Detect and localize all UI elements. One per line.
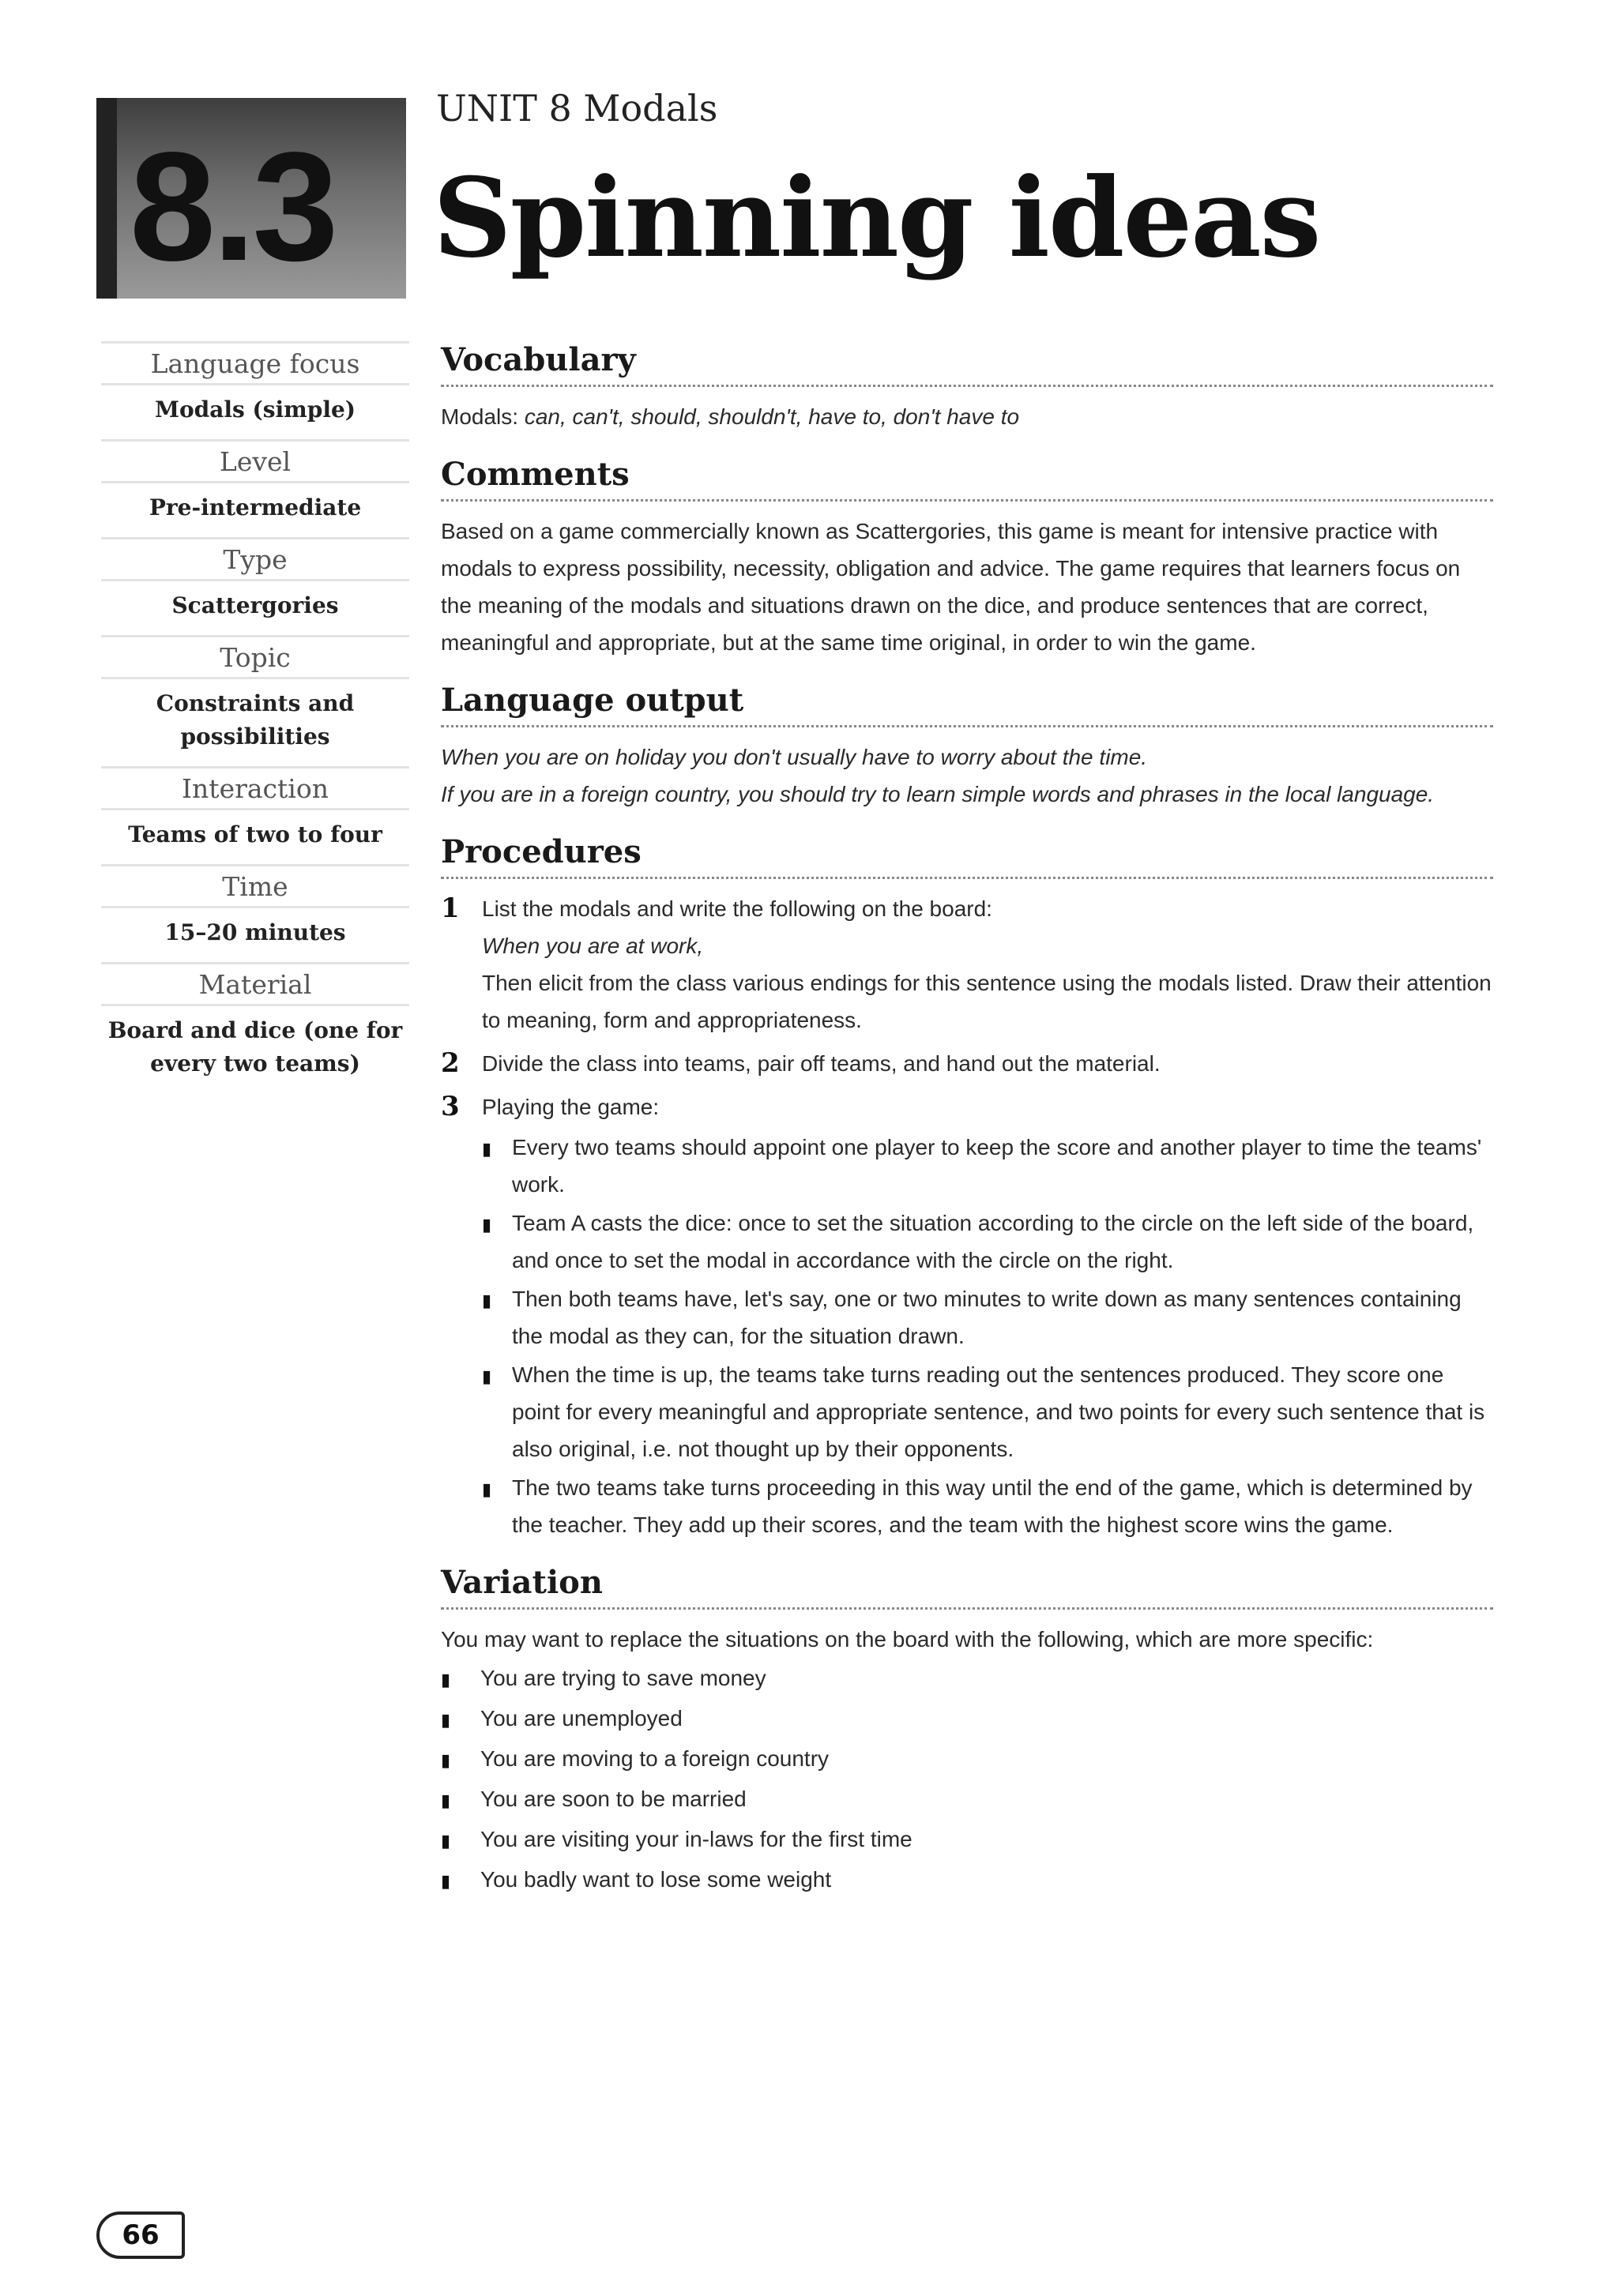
comments-text: Based on a game commercially known as Scattergories, this game is meant for intensive practice with modals to express possibility, necessity, obligation and advice. The game requires that learners focus on the meaning of the modals and situations drawn on the dice, and produce sentences that are correct, meaningful and appropriate, but at the same time original, in order to win the game. xyxy=(441,519,1461,655)
bullet-icon: ▮ xyxy=(441,1670,451,1689)
game-rules-list xyxy=(482,1129,1493,1543)
sidebar-value-interaction: Teams of two to four xyxy=(128,821,382,847)
variation-intro: You may want to replace the situations on the board with the following, which are more specific: xyxy=(441,1627,1374,1652)
procedure-step-3 xyxy=(441,1088,1493,1125)
sidebar-label-level: Level xyxy=(101,439,409,483)
step-number: 1 xyxy=(441,892,460,924)
vocabulary-items: can, can't, should, shouldn't, have to, don't have to xyxy=(524,404,1020,429)
procedures-heading: Procedures xyxy=(441,833,1493,879)
sidebar xyxy=(101,341,409,1085)
list-item: ▮ Every two teams should appoint one player to keep the score and another player to time the teams' work. xyxy=(482,1129,1493,1203)
language-output-line-1: When you are on holiday you don't usually have to worry about the time. xyxy=(441,745,1148,769)
language-output-line-2: If you are in a foreign country, you should try to learn simple words and phrases in the local language. xyxy=(441,782,1435,806)
sidebar-value-time: 15–20 minutes xyxy=(164,919,346,945)
list-item: ▮ You are visiting your in-laws for the first time xyxy=(441,1821,1493,1859)
list-item: ▮ You are moving to a foreign country xyxy=(441,1740,1493,1779)
page-number: 66 xyxy=(96,2211,185,2259)
variation-list xyxy=(441,1659,1493,1900)
sidebar-label-topic: Topic xyxy=(101,635,409,679)
sidebar-value-topic: Constraints and possibilities xyxy=(156,690,355,750)
sidebar-label-time: Time xyxy=(101,864,409,908)
sidebar-label-type: Type xyxy=(101,537,409,581)
bullet-icon: ▮ xyxy=(441,1710,451,1730)
unit-label: UNIT 8 Modals xyxy=(436,87,718,130)
main-content xyxy=(441,341,1493,1920)
sidebar-value-material: Board and dice (one for every two teams) xyxy=(107,1017,403,1077)
step-number: 2 xyxy=(441,1047,460,1079)
sidebar-value-type: Scattergories xyxy=(171,592,339,618)
list-item: ▮ You are unemployed xyxy=(441,1700,1493,1738)
bullet-icon: ▮ xyxy=(482,1139,492,1159)
variation-heading: Variation xyxy=(441,1564,1493,1610)
step-3-text: Playing the game: xyxy=(482,1095,660,1119)
list-item: ▮ Then both teams have, let's say, one or two minutes to write down as many sentences containing the modal as they can, for the situation drawn. xyxy=(482,1280,1493,1355)
variation-section xyxy=(441,1564,1493,1900)
bullet-icon: ▮ xyxy=(441,1791,451,1810)
vocabulary-heading: Vocabulary xyxy=(441,341,1493,387)
step-1-text-2: Then elicit from the class various endings for this sentence using the modals listed. Draw their attention to meaning, form and appropriateness. xyxy=(482,971,1492,1032)
vocabulary-text xyxy=(441,398,1493,435)
list-item: ▮ You are trying to save money xyxy=(441,1659,1493,1698)
bullet-icon: ▮ xyxy=(482,1479,492,1499)
page-title: Spinning ideas xyxy=(433,153,1320,282)
sidebar-value-level: Pre-intermediate xyxy=(149,494,362,520)
comments-section xyxy=(441,456,1493,661)
vocabulary-section xyxy=(441,341,1493,435)
list-item: ▮ You are soon to be married xyxy=(441,1780,1493,1819)
bullet-icon: ▮ xyxy=(482,1215,492,1234)
vocabulary-prefix: Modals: xyxy=(441,404,525,429)
list-item: ▮ You badly want to lose some weight xyxy=(441,1861,1493,1900)
language-output-section xyxy=(441,682,1493,813)
procedure-step-1 xyxy=(441,890,1493,1039)
unit-number-box xyxy=(96,98,406,299)
sidebar-label-interaction: Interaction xyxy=(101,766,409,810)
bullet-icon: ▮ xyxy=(441,1871,451,1891)
language-output-heading: Language output xyxy=(441,682,1493,727)
procedure-step-2 xyxy=(441,1045,1493,1082)
bullet-icon: ▮ xyxy=(441,1750,451,1770)
step-1-example: When you are at work, xyxy=(482,934,704,958)
comments-heading: Comments xyxy=(441,456,1493,502)
bullet-icon: ▮ xyxy=(482,1366,492,1386)
bullet-icon: ▮ xyxy=(441,1831,451,1851)
list-item: ▮ Team A casts the dice: once to set the situation according to the circle on the left side of the board, and once to set the modal in accordance with the circle on the right. xyxy=(482,1204,1493,1279)
list-item: ▮ The two teams take turns proceeding in this way until the end of the game, which is determined by the teacher. They add up their scores, and the team with the highest score wins the game. xyxy=(482,1469,1493,1543)
bullet-icon: ▮ xyxy=(482,1291,492,1310)
unit-number: 8.3 xyxy=(130,120,336,293)
step-2-text: Divide the class into teams, pair off teams, and hand out the material. xyxy=(482,1051,1161,1076)
procedures-section xyxy=(441,833,1493,1543)
sidebar-value-language-focus: Modals (simple) xyxy=(154,396,356,423)
step-1-text: List the modals and write the following on the board: xyxy=(482,896,992,921)
sidebar-label-material: Material xyxy=(101,962,409,1006)
list-item: ▮ When the time is up, the teams take turns reading out the sentences produced. They score one point for every meaningful and appropriate sentence, and two points for every such sentence that is also original, i.e. not thought up by their opponents. xyxy=(482,1356,1493,1467)
sidebar-label-language-focus: Language focus xyxy=(101,341,409,385)
step-number: 3 xyxy=(441,1091,460,1122)
